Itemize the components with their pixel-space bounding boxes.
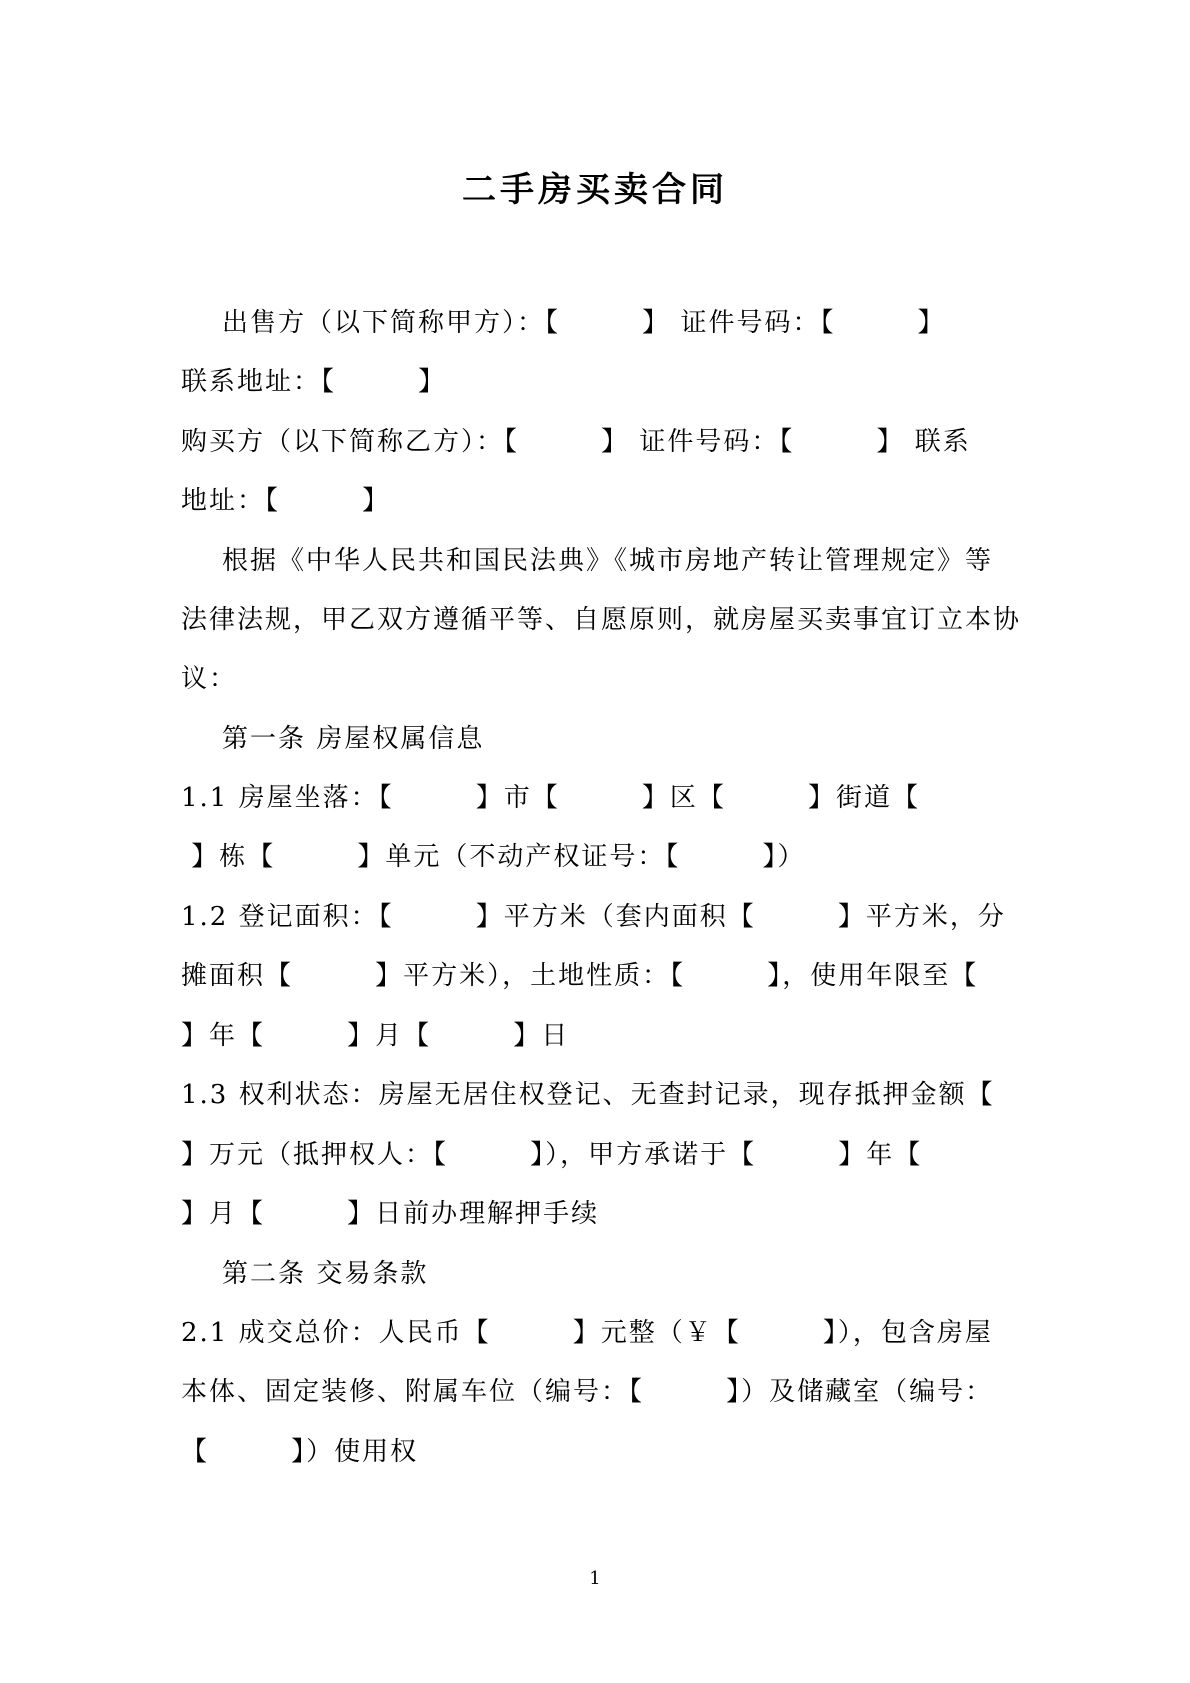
clause-2-1-line-1: 2.1 成交总价：人民币【 】元整（￥【 】），包含房屋 (181, 1318, 993, 1348)
clause-1-2-line-1: 1.2 登记面积：【 】平方米（套内面积【 】平方米，分 (181, 902, 1006, 932)
clause-1-3-line-1: 1.3 权利状态：房屋无居住权登记、无查封记录，现存抵押金额【 (181, 1080, 995, 1110)
seller-address-line: 联系地址：【 】 (181, 367, 447, 397)
document-title: 二手房买卖合同 (462, 170, 728, 210)
basis-line-1: 根据《中华人民共和国民法典》《城市房地产转让管理规定》等 (181, 546, 994, 576)
clause-1-1-line-2: 】栋【 】单元（不动产权证号：【 】） (181, 842, 806, 872)
page-number: 1 (589, 1568, 601, 1589)
clause-2-1-line-3: 【 】）使用权 (181, 1437, 419, 1467)
clause-1-3-line-3: 】月【 】日前办理解押手续 (181, 1199, 600, 1229)
basis-line-2: 法律法规，甲乙双方遵循平等、自愿原则，就房屋买卖事宜订立本协 (181, 605, 1022, 635)
clause-1-2-line-3: 】年【 】月【 】日 (181, 1021, 570, 1051)
seller-line: 出售方（以下简称甲方）：【 】 证件号码：【 】 (181, 308, 946, 338)
clause-1-1-line-1: 1.1 房屋坐落：【 】市【 】区【 】街道【 (181, 783, 920, 813)
clause-2-1-line-2: 本体、固定装修、附属车位（编号：【 】）及储藏室（编号： (181, 1377, 994, 1407)
article-2-heading: 第二条 交易条款 (181, 1259, 429, 1289)
clause-1-3-line-2: 】万元（抵押权人：【 】），甲方承诺于【 】年【 (181, 1140, 923, 1170)
buyer-address-line: 地址：【 】 (181, 486, 391, 516)
article-1-heading: 第一条 房屋权属信息 (181, 724, 485, 754)
clause-1-2-line-2: 摊面积【 】平方米），土地性质：【 】，使用年限至【 (181, 961, 979, 991)
basis-line-3: 议： (181, 664, 238, 694)
buyer-line: 购买方（以下简称乙方）：【 】 证件号码：【 】 联系 (181, 427, 971, 457)
